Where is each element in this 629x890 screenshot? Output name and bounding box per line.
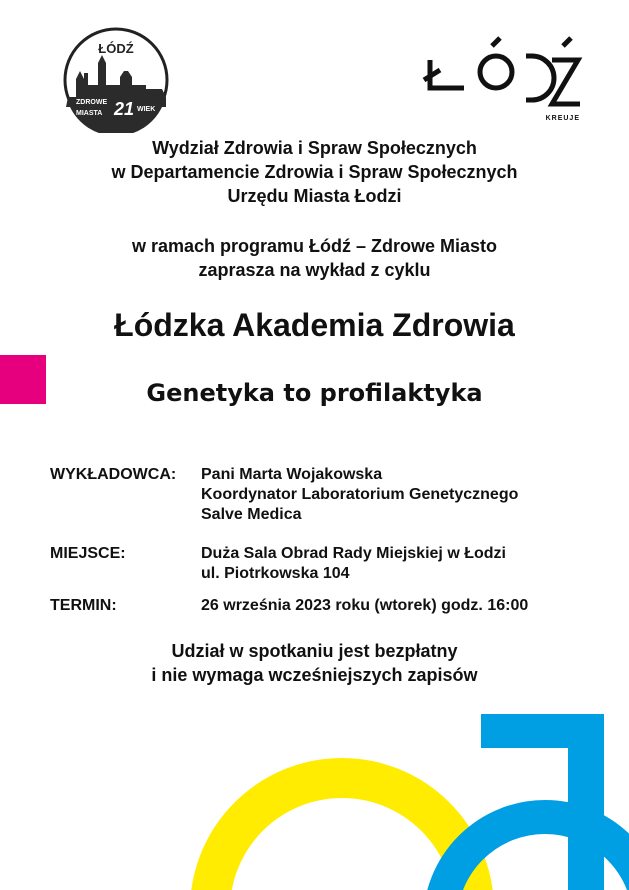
- lecturer-row: [0, 465, 629, 527]
- logo-line1: ZDROWE: [76, 99, 108, 106]
- place-label: MIEJSCE:: [50, 545, 126, 562]
- program-line-1: w ramach programu Łódź – Zdrowe Miasto: [131, 236, 498, 256]
- participation-note: [0, 639, 629, 687]
- participation-line-2: i nie wymaga wcześniejszych zapisów: [151, 665, 478, 685]
- logo-suffix: WIEK: [137, 106, 156, 113]
- place-address: ul. Piotrkowska 104: [201, 565, 350, 582]
- organizer-line-3: Urzędu Miasta Łodzi: [227, 186, 402, 206]
- logo-number: 21: [114, 99, 135, 119]
- program-line-2: zaprasza na wykład z cyklu: [198, 260, 431, 280]
- lecturer-label: WYKŁADOWCA:: [50, 466, 177, 483]
- date-label: TERMIN:: [50, 597, 117, 614]
- logo-tagline: KREUJE: [545, 115, 580, 122]
- program-block: [0, 234, 629, 282]
- organizer-block: [0, 136, 629, 208]
- participation-line-1: Udział w spotkaniu jest bezpłatny: [171, 641, 458, 661]
- lodz-kreuje-logo: [420, 32, 595, 124]
- place-row: [0, 544, 629, 586]
- lecturer-company: Salve Medica: [201, 506, 302, 523]
- decorative-shapes: [0, 700, 629, 890]
- place-venue: Duża Sala Obrad Rady Miejskiej w Łodzi: [201, 545, 506, 562]
- lecturer-name: Pani Marta Wojakowska: [201, 466, 383, 483]
- lecturer-role: Koordynator Laboratorium Genetycznego: [201, 486, 519, 503]
- lodz-healthy-cities-logo: [62, 27, 170, 133]
- organizer-line-2: w Departamencie Zdrowia i Spraw Społecznych: [111, 162, 518, 182]
- date-value: 26 września 2023 roku (wtorek) godz. 16:00: [201, 597, 529, 614]
- lecture-subtitle: Genetyka to profilaktyka: [146, 379, 483, 407]
- page-title: Łódzka Akademia Zdrowia: [114, 307, 515, 343]
- logo-city-text: ŁÓDŹ: [98, 41, 134, 56]
- date-row: [0, 596, 629, 618]
- logo-line2: MIASTA: [76, 110, 103, 117]
- organizer-line-1: Wydział Zdrowia i Spraw Społecznych: [152, 138, 477, 158]
